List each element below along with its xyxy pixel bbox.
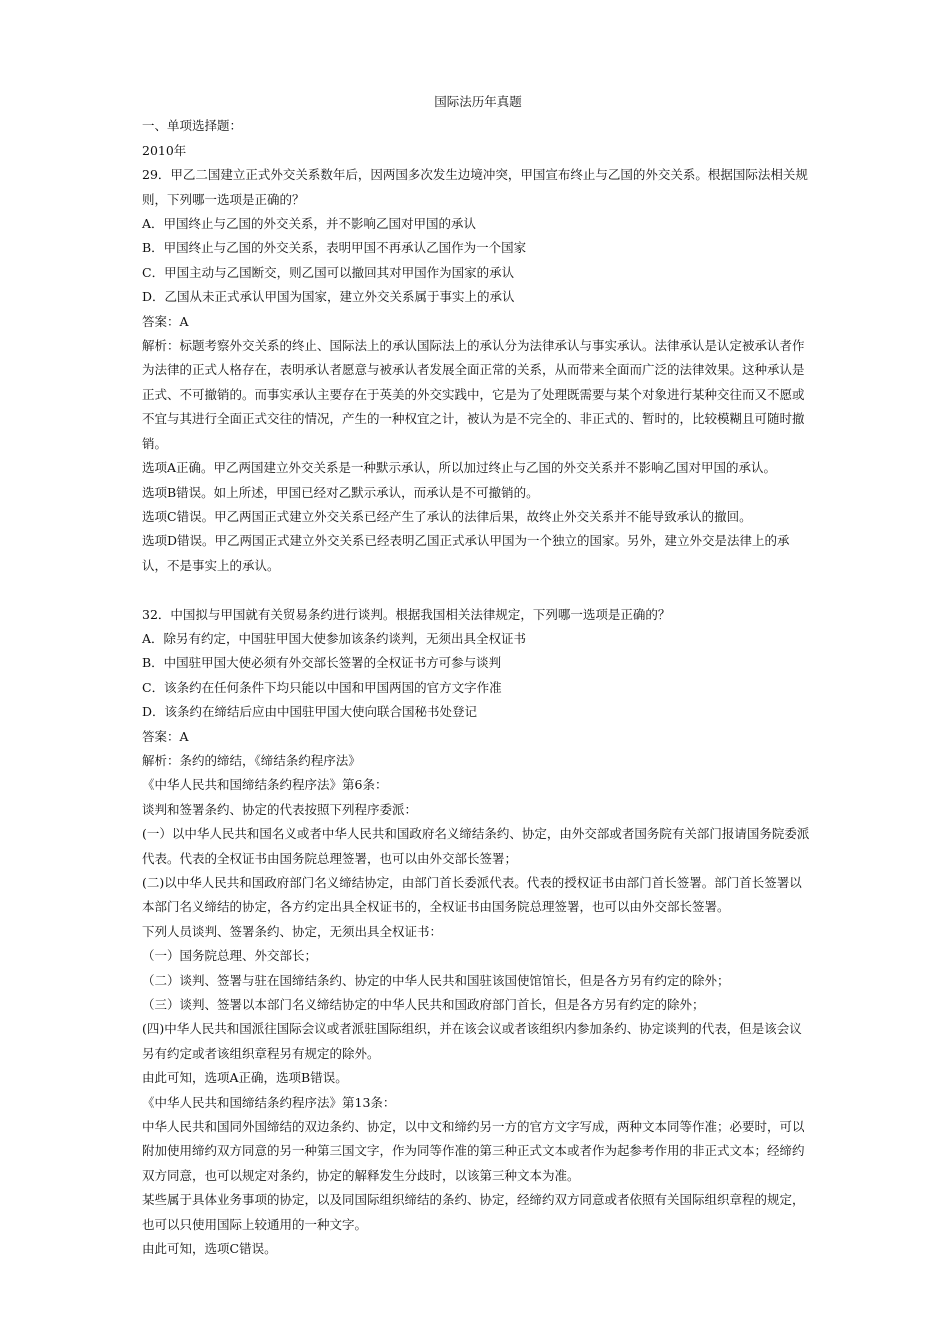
q29-analysis: 解析：标题考察外交关系的终止、国际法上的承认国际法上的承认分为法律承认与事实承认。法律承认是认定被承认者作为法律的正式人格存在，表明承认者愿意与被承认者发展全面正常的关系，从而带来全面而广泛的法律效果。这种承认是正式、不可撤销的。而事实承认主要存在于英美的外交实践中，它是为了处理既需要与某个对象进行某种交往而又不愿或不宜与其进行全面正式交往的情况，产生的一种权宜之计，被认为是不完全的、非正式的、暂时的，比较模糊且可随时撤销。 [142,338,805,451]
q32-law-article-13: 《中华人民共和国缔结条约程序法》第13条： [142,1094,396,1110]
q32-law-text: (一）以中华人民共和国名义或者中华人民共和国政府名义缔结条约、协定，由外交部或者国务院有关部门报请国务院委派代表。代表的全权证书由国务院总理签署，也可以由外交部长签署； [142,826,810,866]
q32-option-c: C．该条约在任何条件下均只能以中国和甲国两国的官方文字作准 [142,679,502,695]
q32-conclusion: 由此可知，选项A正确，选项B错误。 [142,1070,348,1086]
q29-analysis-b: 选项B错误。如上所述，甲国已经对乙默示承认，而承认是不可撤销的。 [142,484,539,500]
q32-conclusion: 由此可知，选项C错误。 [142,1241,277,1257]
q32-law-text: （三）谈判、签署以本部门名义缔结协定的中华人民共和国政府部门首长，但是各方另有约定的除外； [142,997,705,1013]
q32-law-text: 中华人民共和国同外国缔结的双边条约、协定，以中文和缔约另一方的官方文字写成，两种文本同等作准；必要时，可以附加使用缔约双方同意的另一种第三国文字，作为同等作准的第三种正式文本或者作为起参考作用的非正式文本；经缔约双方同意，也可以规定对条约，协定的解释发生分歧时，以该第三种文本为准。 [142,1119,805,1183]
q29-analysis-c: 选项C错误。甲乙两国正式建立外交关系已经产生了承认的法律后果，故终止外交关系并不能导致承认的撤回。 [142,508,752,524]
q32-law-article-6: 《中华人民共和国缔结条约程序法》第6条： [142,777,388,793]
q32-law-text: 谈判和签署条约、协定的代表按照下列程序委派： [142,801,418,817]
q32-option-a: A．除另有约定，中国驻甲国大使参加该条约谈判，无须出具全权证书 [142,630,527,646]
q29-analysis-a: 选项A正确。甲乙两国建立外交关系是一种默示承认，所以加过终止与乙国的外交关系并不影响乙国对甲国的承认。 [142,460,777,476]
q29-option-d: D．乙国从未正式承认甲国为国家，建立外交关系属于事实上的承认 [142,289,515,305]
page-title: 国际法历年真题 [434,94,522,109]
q32-analysis-intro: 解析：条约的缔结，《缔结条约程序法》 [142,752,361,768]
year-label: 2010年 [142,142,187,158]
q29-option-a: A．甲国终止与乙国的外交关系，并不影响乙国对甲国的承认 [142,216,477,232]
document-page [142,90,814,1261]
paragraph-gap [142,578,814,602]
q32-option-b: B．中国驻甲国大使必须有外交部长签署的全权证书方可参与谈判 [142,655,502,671]
q32-law-text: 某些属于具体业务事项的协定，以及同国际组织缔结的条约、协定，经缔约双方同意或者依照有关国际组织章程的规定，也可以只使用国际上较通用的一种文字。 [142,1192,805,1232]
q32-answer: 答案：A [142,728,189,744]
q32-law-text: (二)以中华人民共和国政府部门名义缔结协定，由部门首长委派代表。代表的授权证书由部门首长签署。部门首长签署以本部门名义缔结的协定，各方约定出具全权证书的，全权证书由国务院总理签署，也可以由外交部长签署。 [142,874,802,915]
q29-option-c: C．甲国主动与乙国断交，则乙国可以撤回其对甲国作为国家的承认 [142,264,515,280]
q32-law-text: （一）国务院总理、外交部长； [142,948,318,964]
q29-answer: 答案：A [142,313,189,329]
q32-law-text: (四)中华人民共和国派往国际会议或者派驻国际组织，并在该会议或者该组织内参加条约、协定谈判的代表，但是该会议另有约定或者该组织章程另有规定的除外。 [142,1021,802,1061]
q32-law-text: 下列人员谈判、签署条约、协定，无须出具全权证书： [142,923,443,939]
question-29: 29．甲乙二国建立正式外交关系数年后，因两国多次发生边境冲突，甲国宣布终止与乙国的外交关系。根据国际法相关规则，下列哪一选项是正确的？ [142,167,808,207]
q29-option-b: B．甲国终止与乙国的外交关系，表明甲国不再承认乙国作为一个国家 [142,240,527,256]
q32-law-text: （二）谈判、签署与驻在国缔结条约、协定的中华人民共和国驻该国使馆馆长，但是各方另有约定的除外； [142,972,730,988]
q32-option-d: D．该条约在缔结后应由中国驻甲国大使向联合国秘书处登记 [142,704,478,720]
q29-analysis-d: 选项D错误。甲乙两国正式建立外交关系已经表明乙国正式承认甲国为一个独立的国家。另外，建立外交是法律上的承认，不是事实上的承认。 [142,533,790,573]
section-heading: 一、单项选择题： [142,118,243,134]
question-32: 32．中国拟与甲国就有关贸易条约进行谈判。根据我国相关法律规定，下列哪一选项是正确的？ [142,606,671,622]
